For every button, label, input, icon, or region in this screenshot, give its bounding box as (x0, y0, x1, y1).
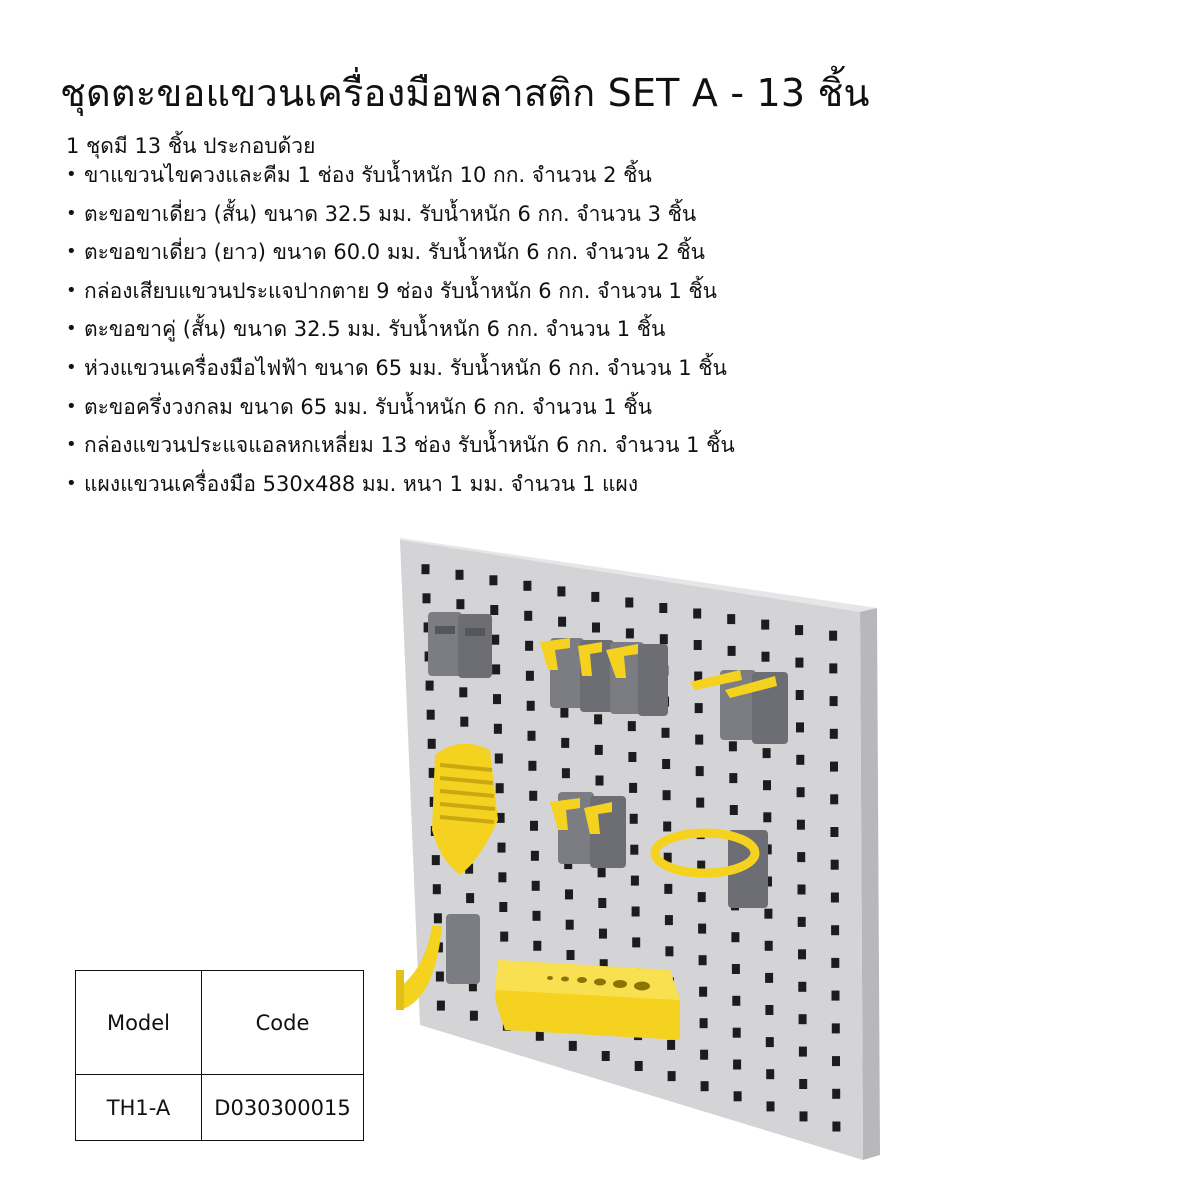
pegboard-hole (830, 794, 838, 804)
pegboard-hole (528, 761, 536, 771)
pegboard-hole (470, 1011, 478, 1021)
pegboard-hole (698, 924, 706, 934)
pegboard-hole (830, 827, 838, 837)
pegboard-hole (561, 738, 569, 748)
pegboard-hole (531, 851, 539, 861)
pegboard-hole (797, 852, 805, 862)
pegboard-hole (797, 820, 805, 830)
pegboard-hole (831, 893, 839, 903)
bullet-icon: • (66, 395, 77, 417)
pegboard-hole (694, 640, 702, 650)
pegboard-hole (695, 703, 703, 713)
pegboard-hole (529, 791, 537, 801)
pegboard-hole (831, 860, 839, 870)
pegboard-hole (422, 564, 430, 574)
pegboard-hole (456, 570, 464, 580)
pegboard-hole (500, 932, 508, 942)
table-row (76, 1075, 364, 1141)
pegboard-hole (667, 1040, 675, 1050)
pegboard-hole (798, 917, 806, 927)
pegboard-hole (630, 814, 638, 824)
pegboard-hole (432, 855, 440, 865)
pegboard-hole (499, 902, 507, 912)
pegboard-hole (766, 1069, 774, 1079)
pegboard-hole (693, 609, 701, 619)
header-code: Code (202, 971, 364, 1075)
pegboard-hole (729, 741, 737, 751)
pegboard-hole (765, 941, 773, 951)
bullet-icon: • (66, 318, 77, 340)
pegboard-hole (700, 1018, 708, 1028)
pegboard-hole (536, 1031, 544, 1041)
list-item: • ตะขอขาคู่ (สั้น) ขนาด 32.5 มม. รับน้ำหนัก 6 กก. จำนวน 1 ชิ้น (66, 314, 735, 353)
list-item: • กล่องแขวนประแจแอลหกเหลี่ยม 13 ช่อง รับน้ำหนัก 6 กก. จำนวน 1 ชิ้น (66, 430, 735, 469)
list-item: • ขาแขวนไขควงและคีม 1 ช่อง รับน้ำหนัก 10 กก. จำนวน 2 ชิ้น (66, 160, 735, 199)
pegboard-hole (796, 722, 804, 732)
pegboard-hole (663, 790, 671, 800)
pegboard-hole (795, 658, 803, 668)
hex-key-box (495, 960, 680, 1040)
pegboard-hole (426, 681, 434, 691)
pegboard-hole (632, 937, 640, 947)
pegboard-hole (832, 1023, 840, 1033)
pegboard-hole (466, 893, 474, 903)
list-item: • ห่วงแขวนเครื่องมือไฟฟ้า ขนาด 65 มม. รับน้ำหนัก 6 กก. จำนวน 1 ชิ้น (66, 353, 735, 392)
pegboard-hole (696, 766, 704, 776)
double-hook (550, 792, 626, 868)
pegboard-hole (799, 1014, 807, 1024)
pegboard-hole (629, 783, 637, 793)
pegboard-hole (668, 1071, 676, 1081)
list-item: • ตะขอครึ่งวงกลม ขนาด 65 มม. รับน้ำหนัก 6 กก. จำนวน 1 ชิ้น (66, 392, 735, 431)
pegboard-hole (490, 605, 498, 615)
pegboard-hole (664, 884, 672, 894)
pegboard-hole (763, 748, 771, 758)
spec-table (75, 970, 364, 1141)
pegboard-hole (831, 925, 839, 935)
pegboard-hole (493, 694, 501, 704)
pegboard-hole (558, 617, 566, 627)
pegboard-hole (533, 941, 541, 951)
pegboard-hole (765, 973, 773, 983)
pegboard-hole (632, 907, 640, 917)
pegboard-hole (763, 780, 771, 790)
pegboard-hole (495, 754, 503, 764)
pegboard-hole (701, 1081, 709, 1091)
pegboard-hole (524, 611, 532, 621)
pegboard-hole (566, 920, 574, 930)
pegboard-hole (732, 964, 740, 974)
pegboard-hole (626, 628, 634, 638)
pegboard-hole (498, 843, 506, 853)
pegboard-hole (530, 821, 538, 831)
bullet-icon: • (66, 279, 77, 301)
pegboard-hole (635, 1061, 643, 1071)
pegboard-hole (733, 1060, 741, 1070)
pegboard-hole (829, 631, 837, 641)
pegboard-hole (728, 646, 736, 656)
pegboard-hole (527, 701, 535, 711)
page-title: ชุดตะขอแขวนเครื่องมือพลาสติก SET A - 13 ชิ้น (60, 71, 870, 115)
pegboard-hole (799, 1047, 807, 1057)
cell-code: D030300015 (202, 1075, 364, 1141)
pegboard-hole (696, 798, 704, 808)
pegboard-hole (628, 721, 636, 731)
pegboard-hole (695, 735, 703, 745)
pegboard-hole (767, 1101, 775, 1111)
pegboard-hole (523, 581, 531, 591)
pegboard-hole (592, 623, 600, 633)
pegboard-hole (628, 752, 636, 762)
pegboard-hole (594, 714, 602, 724)
pegboard-hole (599, 929, 607, 939)
pegboard-hole (796, 690, 804, 700)
pegboard-hole (798, 885, 806, 895)
pegboard-hole (766, 1037, 774, 1047)
pegboard-hole (598, 898, 606, 908)
screwdriver-hanger (428, 612, 492, 678)
pegboard-hole (831, 958, 839, 968)
pegboard-hole (591, 592, 599, 602)
pegboard-hole (830, 729, 838, 739)
pegboard-illustration (380, 530, 900, 1170)
pegboard-hole (557, 586, 565, 596)
table-header-row (76, 971, 364, 1075)
pegboard-hole (832, 1122, 840, 1132)
bullet-icon: • (66, 472, 77, 494)
pegboard-hole (665, 946, 673, 956)
pegboard-hole (798, 949, 806, 959)
pegboard-hole (761, 620, 769, 630)
pegboard-hole (832, 1089, 840, 1099)
pegboard-hole (727, 614, 735, 624)
pegboard-hole (423, 593, 431, 603)
pegboard-hole (526, 671, 534, 681)
list-item: • ตะขอขาเดี่ยว (สั้น) ขนาด 32.5 มม. รับน้ำหนัก 6 กก. จำนวน 3 ชิ้น (66, 199, 735, 238)
pegboard-hole (730, 805, 738, 815)
pegboard-hole (569, 1041, 577, 1051)
pegboard-hole (533, 911, 541, 921)
pegboard-hole (630, 845, 638, 855)
pegboard-hole (491, 635, 499, 645)
pegboard-hole (665, 915, 673, 925)
list-item: • แผงแขวนเครื่องมือ 530x488 มม. หนา 1 มม. จำนวน 1 แผง (66, 469, 735, 508)
pegboard-hole (489, 575, 497, 585)
list-item: • กล่องเสียบแขวนประแจปากตาย 9 ช่อง รับน้ำหนัก 6 กก. จำนวน 1 ชิ้น (66, 276, 735, 315)
pegboard-hole (729, 773, 737, 783)
pegboard-hole (832, 991, 840, 1001)
pegboard-hole (795, 625, 803, 635)
pegboard-hole (699, 955, 707, 965)
pegboard-hole (428, 739, 436, 749)
pegboard-hole (459, 687, 467, 697)
pegboard-hole (765, 1005, 773, 1015)
pegboard-hole (659, 603, 667, 613)
pegboard-hole (662, 728, 670, 738)
pegboard-hole (698, 892, 706, 902)
pegboard-hole (460, 717, 468, 727)
pegboard-hole (562, 768, 570, 778)
pegboard-hole (733, 1028, 741, 1038)
cell-model: TH1-A (76, 1075, 202, 1141)
pegboard-hole (830, 696, 838, 706)
pegboard-hole (797, 787, 805, 797)
pegboard-hole (830, 762, 838, 772)
pegboard-hole (498, 872, 506, 882)
pegboard-hole (434, 913, 442, 923)
bullet-icon: • (66, 202, 77, 224)
pegboard-hole (595, 745, 603, 755)
pegboard-hole (596, 776, 604, 786)
pegboard-hole (494, 724, 502, 734)
pegboard-hole (663, 822, 671, 832)
pegboard-hole (800, 1111, 808, 1121)
pegboard-hole (436, 972, 444, 982)
bullet-icon: • (66, 241, 77, 263)
pegboard-hole (528, 731, 536, 741)
pegboard-hole (699, 987, 707, 997)
pegboard-hole (565, 889, 573, 899)
pegboard-hole (532, 881, 540, 891)
pegboard-hole (496, 783, 504, 793)
pegboard-hole (456, 599, 464, 609)
pegboard-hole (598, 867, 606, 877)
bullet-icon: • (66, 434, 77, 456)
pegboard-hole (763, 812, 771, 822)
pegboard-hole (631, 876, 639, 886)
pegboard-hole (492, 664, 500, 674)
board-edge (860, 608, 880, 1160)
pegboard-hole (497, 813, 505, 823)
pegboard-hole (602, 1051, 610, 1061)
bullet-icon: • (66, 164, 77, 185)
list-item: • ตะขอขาเดี่ยว (ยาว) ขนาด 60.0 มม. รับน้ำหนัก 6 กก. จำนวน 2 ชิ้น (66, 237, 735, 276)
pegboard-hole (798, 982, 806, 992)
pegboard-hole (560, 708, 568, 718)
pegboard-hole (660, 634, 668, 644)
intro-text: 1 ชุดมี 13 ชิ้น ประกอบด้วย (66, 134, 316, 158)
item-list (66, 160, 735, 507)
pegboard-hole (437, 1001, 445, 1011)
pegboard-hole (799, 1079, 807, 1089)
pegboard-hole (662, 759, 670, 769)
short-hook-group (540, 638, 668, 716)
bullet-icon: • (66, 356, 77, 378)
pegboard-hole (427, 710, 435, 720)
pegboard-product-image (380, 530, 900, 1170)
pegboard-hole (762, 652, 770, 662)
pegboard-hole (525, 641, 533, 651)
pegboard-hole (832, 1056, 840, 1066)
pegboard-hole (625, 598, 633, 608)
pegboard-hole (796, 755, 804, 765)
pegboard-hole (700, 1050, 708, 1060)
pegboard-hole (732, 996, 740, 1006)
pegboard-hole (567, 950, 575, 960)
pegboard-hole (731, 932, 739, 942)
pegboard-hole (433, 884, 441, 894)
header-model: Model (76, 971, 202, 1075)
pegboard-hole (734, 1091, 742, 1101)
pegboard-hole (764, 909, 772, 919)
pegboard-hole (829, 663, 837, 673)
